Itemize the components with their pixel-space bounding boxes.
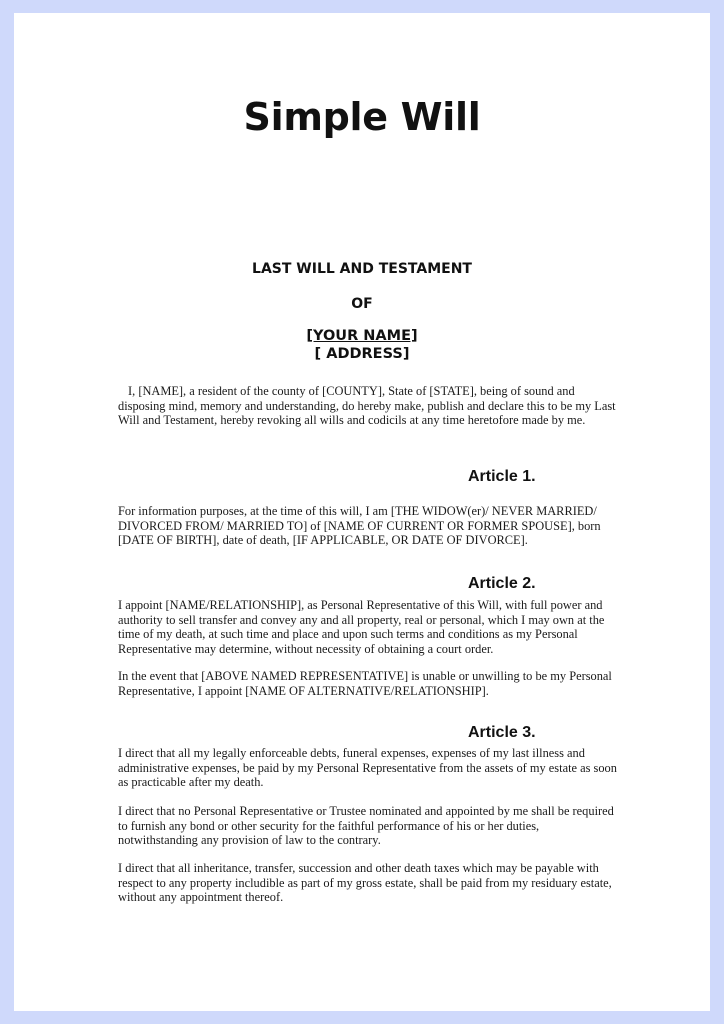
document-heading-of: OF bbox=[351, 296, 373, 312]
testator-name-placeholder: [YOUR NAME] bbox=[306, 328, 418, 344]
intro-paragraph: I, [NAME], a resident of the county of [COUNTY], State of [STATE], being of sound and disposing mind, memory and understanding, do hereby make, publish and declare this to be my Last Will and Testament, hereby revoking all wills and codicils at any time heretofore made by me. bbox=[118, 384, 616, 428]
article-1-paragraph: For information purposes, at the time of this will, I am [THE WIDOW(er)/ NEVER MARRIED/ DIVORCED FROM/ MARRIED TO] of [NAME OF CURRENT OR FORMER SPOUSE], born [DATE OF BIRTH], date of death, [IF APPLICABLE, OR DATE OF DIVORCE]. bbox=[118, 504, 601, 548]
document-page bbox=[14, 13, 710, 1011]
testator-address-placeholder: [ ADDRESS] bbox=[314, 346, 410, 362]
article-1-title: Article 1. bbox=[468, 468, 536, 485]
article-3-paragraph: I direct that all inheritance, transfer, succession and other death taxes which may be payable with respect to any property includible as part of my gross estate, shall be paid from my residuary estate, without any appointment thereof. bbox=[118, 861, 612, 905]
document-heading: LAST WILL AND TESTAMENT bbox=[252, 261, 472, 277]
article-2-paragraph: In the event that [ABOVE NAMED REPRESENTATIVE] is unable or unwilling to be my Personal Representative, I appoint [NAME OF ALTERNATIVE/RELATIONSHIP]. bbox=[118, 669, 612, 698]
article-3-paragraph: I direct that no Personal Representative or Trustee nominated and appointed by me shall be required to furnish any bond or other security for the faithful performance of his or her duties, notwithstanding any provision of law to the contrary. bbox=[118, 804, 614, 848]
article-2-paragraph: I appoint [NAME/RELATIONSHIP], as Personal Representative of this Will, with full power and authority to sell transfer and convey any and all property, real or personal, which I may own at the time of my death, at such time and place and upon such terms and conditions as my Personal Representative may determine, without necessity of obtaining a court order. bbox=[118, 598, 605, 656]
page-title: Simple Will bbox=[243, 95, 481, 139]
article-3-paragraph: I direct that all my legally enforceable debts, funeral expenses, expenses of my last illness and administrative expenses, be paid by my Personal Representative from the assets of my estate as soon as practicable after my death. bbox=[118, 746, 617, 790]
article-3-title: Article 3. bbox=[468, 724, 536, 741]
article-2-title: Article 2. bbox=[468, 575, 536, 592]
